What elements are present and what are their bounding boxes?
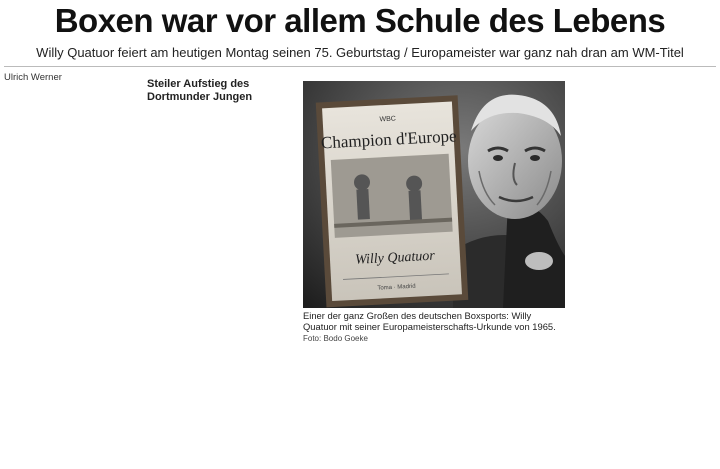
section-subhead: Steiler Aufstieg des Dortmunder Jungen	[147, 78, 253, 103]
header-rule	[4, 66, 716, 67]
photo-caption	[303, 310, 565, 344]
svg-text:Champion d'Europe: Champion d'Europe	[320, 126, 458, 153]
article-column-1	[4, 72, 142, 90]
headline: Boxen war vor allem Schule des Lebens	[54, 2, 666, 39]
certificate	[316, 95, 469, 307]
svg-text:Willy Quatuor: Willy Quatuor	[354, 248, 436, 268]
svg-text:WBC: WBC	[379, 115, 397, 124]
svg-text:Toma · Madrid: Toma · Madrid	[377, 283, 416, 292]
photo-credit: Foto: Bodo Goeke	[303, 334, 368, 343]
article-column-2	[147, 72, 286, 110]
author-byline: Ulrich Werner	[4, 72, 62, 83]
article-photo	[303, 81, 565, 308]
man-hand	[525, 252, 553, 270]
caption-text: Einer der ganz Großen des deutschen Boxsports: Willy Quatuor mit seiner Europameisterschafts-Urkunde von 1965.	[303, 310, 556, 332]
photo-illustration	[303, 81, 565, 308]
subheadline: Willy Quatuor feiert am heutigen Montag seinen 75. Geburtstag / Europameister war ganz nah dran am WM-Titel	[36, 45, 684, 60]
